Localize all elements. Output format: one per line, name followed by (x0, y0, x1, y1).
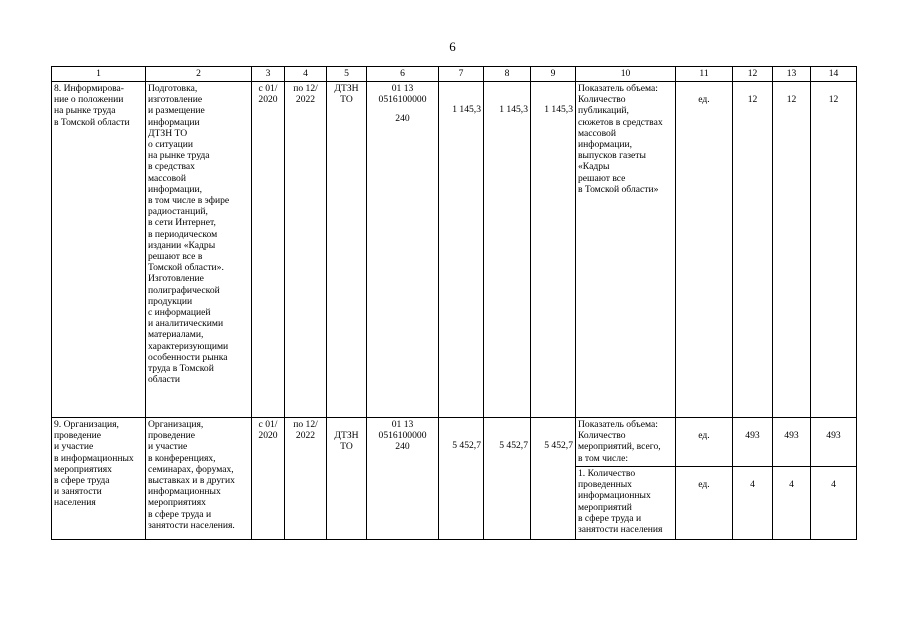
start-date: с 01/ 2020 (252, 418, 285, 540)
table-row (52, 82, 857, 418)
unit: ед. (676, 82, 733, 418)
indicator-name: 1. Количество проведенных информационных мероприятий в сфере труда и занятости населения (576, 467, 676, 540)
table-row (52, 418, 857, 467)
value-2022: 493 (811, 418, 857, 467)
col-header: 8 (484, 67, 531, 82)
activity-name: 9. Организация, проведение и участие в информационных мероприятиях в сфере труда и занятости населения (52, 418, 146, 540)
budget-classification: 01 13 0516100000 (378, 83, 427, 106)
funding-2020: 1 145,3 (439, 82, 484, 418)
col-header: 3 (252, 67, 285, 82)
col-header: 7 (439, 67, 484, 82)
col-header: 4 (285, 67, 327, 82)
col-header: 13 (773, 67, 811, 82)
indicator-name: Показатель объема: Количество публикаций, сюжетов в средствах массовой информации, выпусков газеты «Кадры решают все в Томской области» (576, 82, 676, 418)
col-header: 9 (531, 67, 576, 82)
value-2020: 12 (733, 82, 773, 418)
funding-2022: 5 452,7 (531, 418, 576, 540)
value-2021: 12 (773, 82, 811, 418)
budget-code (367, 82, 439, 418)
col-header: 10 (576, 67, 676, 82)
program-activities-table (51, 66, 857, 540)
indicator-name: Показатель объема: Количество мероприятий, всего, в том числе: (576, 418, 676, 467)
expense-type: 240 (395, 113, 410, 125)
col-header: 12 (733, 67, 773, 82)
unit: ед. (676, 418, 733, 467)
value-2022: 4 (811, 467, 857, 540)
start-date: с 01/ 2020 (252, 82, 285, 418)
col-header: 14 (811, 67, 857, 82)
activity-name: 8. Информирова- ние о положении на рынке труда в Томской области (52, 82, 146, 418)
page-number: 6 (449, 39, 456, 54)
value-2020: 493 (733, 418, 773, 467)
activity-description: Организация, проведение и участие в конференциях, семинарах, форумах, выставках и в других информационных мероприятиях в сфере труда и занятости населения. (146, 418, 252, 540)
value-2022: 12 (811, 82, 857, 418)
col-header: 5 (327, 67, 367, 82)
executor: ДТЗН ТО (327, 82, 367, 418)
funding-2022: 1 145,3 (531, 82, 576, 418)
activity-description: Подготовка, изготовление и размещение информации ДТЗН ТО о ситуации на рынке труда в средствах массовой информации, в том числе в эфире радиостанций, в сети Интернет, в периодическом издании «Кадры решают все в Томской области». Изготовление полиграфической продукции с информацией и аналитическими материалами, характеризующими особенности рынка труда в Томской области (146, 82, 252, 418)
col-header: 1 (52, 67, 146, 82)
col-header: 11 (676, 67, 733, 82)
funding-2021: 1 145,3 (484, 82, 531, 418)
column-number-row (52, 67, 857, 82)
executor: ДТЗН ТО (327, 418, 367, 540)
unit: ед. (676, 467, 733, 540)
end-date: по 12/ 2022 (285, 82, 327, 418)
value-2021: 4 (773, 467, 811, 540)
funding-2021: 5 452,7 (484, 418, 531, 540)
budget-code: 01 13 0516100000 240 (367, 418, 439, 540)
funding-2020: 5 452,7 (439, 418, 484, 540)
col-header: 6 (367, 67, 439, 82)
end-date: по 12/ 2022 (285, 418, 327, 540)
value-2021: 493 (773, 418, 811, 467)
value-2020: 4 (733, 467, 773, 540)
col-header: 2 (146, 67, 252, 82)
